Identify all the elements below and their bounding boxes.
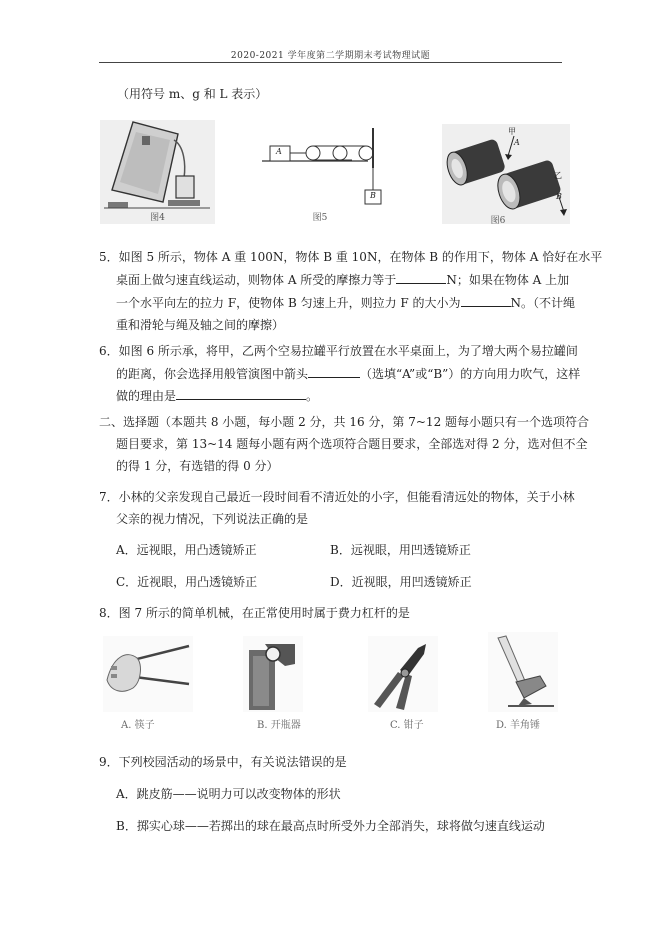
header-divider — [99, 62, 562, 63]
q6-line-3-post: 。 — [306, 389, 319, 403]
section-2-line-1: 二、选择题（本题共 8 小题，每小题 2 分，共 16 分，第 7~12 题每小题只有一个选项符合 — [99, 415, 590, 429]
figure-6-drawing — [442, 124, 570, 224]
chopsticks-icon — [103, 636, 193, 712]
tool-a[interactable] — [103, 636, 203, 734]
q7-line-2: 父亲的视力情况，下列说法正确的是 — [116, 512, 309, 526]
q7-option-b[interactable]: B．远视眼，用凹透镜矫正 — [330, 543, 471, 557]
block-a-label: A — [276, 147, 282, 156]
q5-line-1: 5．如图 5 所示，物体 A 重 100N，物体 B 重 10N，在物体 B 的作用下，物体 A 恰好在水平 — [99, 250, 603, 264]
q6-line-2 — [116, 365, 580, 382]
q7-line-1: 7．小林的父亲发现自己最近一段时间看不清近处的小字，但能看清远处的物体，关于小林 — [99, 490, 575, 504]
tool-a-caption: A. 筷子 — [121, 720, 155, 731]
figure-6 — [442, 124, 570, 224]
q5-line-3-pre: 一个水平向左的拉力 F，使物体 B 匀速上升，则拉力 F 的大小为 — [116, 296, 461, 310]
q5-line-2-pre: 桌面上做匀速直线运动，则物体 A 所受的摩擦力等于 — [116, 273, 397, 287]
can-yi-label: 乙 — [554, 171, 562, 180]
q9-option-a[interactable]: A．跳皮筋——说明力可以改变物体的形状 — [116, 787, 341, 801]
claw-hammer-icon — [488, 632, 558, 712]
q6-line-2-post: （选填“A”或“B”）的方向用力吹气，这样 — [360, 367, 581, 381]
figure-4-caption: 图4 — [150, 213, 165, 223]
q7-option-a[interactable]: A．远视眼，用凸透镜矫正 — [116, 543, 257, 557]
q9-option-b[interactable]: B．掷实心球——若掷出的球在最高点时所受外力全部消失，球将做匀速直线运动 — [116, 819, 545, 833]
q6-answer-blank-2[interactable] — [176, 387, 306, 400]
figure-6-caption: 图6 — [490, 216, 506, 226]
q6-answer-blank-1[interactable] — [308, 365, 360, 378]
figure-5-drawing — [262, 128, 384, 223]
container-grid — [142, 136, 150, 145]
tool-b-caption: B. 开瓶器 — [257, 720, 301, 731]
figure-5 — [262, 128, 384, 223]
tool-d[interactable] — [488, 632, 568, 734]
tool-d-caption: D. 羊角锤 — [496, 720, 541, 731]
figure-5-caption: 图5 — [312, 213, 328, 223]
support-block-left — [108, 202, 128, 208]
pulley-movable — [306, 146, 320, 160]
q5-line-2 — [116, 271, 569, 288]
arrow-a-label: A — [514, 138, 520, 147]
section-2-line-3: 的得 1 分，有选错的得 0 分） — [116, 459, 279, 473]
figure-4-drawing — [100, 120, 215, 224]
q5-line-2-mid: N；如果在物体 A 上加 — [446, 273, 570, 287]
pulley-fixed-mid — [333, 146, 347, 160]
q8-stem: 8．图 7 所示的简单机械，在正常使用时属于费力杠杆的是 — [99, 606, 410, 620]
q6-line-2-pre: 的距离，你会选择用般管演图中箭头 — [116, 367, 309, 381]
support-block-right — [168, 200, 200, 206]
tool-b[interactable] — [243, 636, 313, 734]
beaker — [176, 176, 194, 198]
q5-line-4: 重和滑轮与绳及轴之间的摩擦） — [116, 318, 285, 332]
section-2-line-2: 题目要求，第 13~14 题每小题有两个选项符合题目要求，全部选对得 2 分，选对但不全 — [116, 437, 588, 451]
page-header: 2020-2021 学年度第二学期期末考试物理试题 — [230, 51, 431, 61]
block-b-label: B — [370, 191, 376, 200]
pulley-fixed-edge — [359, 146, 373, 160]
q5-answer-blank-1[interactable] — [396, 271, 446, 284]
bottle-opener-icon — [243, 636, 303, 712]
tool-c[interactable] — [368, 636, 448, 734]
q6-line-3-pre: 做的理由是 — [116, 389, 177, 403]
q5-answer-blank-2[interactable] — [461, 294, 511, 307]
q7-option-c[interactable]: C．近视眼，用凸透镜矫正 — [116, 575, 258, 589]
arrow-b-label: B — [556, 192, 562, 201]
q9-stem: 9．下列校园活动的场景中，有关说法错误的是 — [99, 755, 347, 769]
tool-c-caption: C. 钳子 — [390, 720, 424, 731]
pliers-icon — [368, 636, 438, 712]
q6-line-3 — [116, 387, 318, 404]
q6-line-1: 6．如图 6 所示承，将甲，乙两个空易拉罐平行放置在水平桌面上，为了增大两个易拉罐间 — [99, 344, 578, 358]
figure-4 — [100, 120, 215, 224]
q5-line-3 — [116, 294, 575, 311]
q7-option-d[interactable]: D．近视眼，用凹透镜矫正 — [330, 575, 472, 589]
symbol-note: （用符号 m、g 和 L 表示） — [117, 87, 268, 101]
q5-line-3-post: N。（不计绳 — [510, 296, 576, 310]
can-jia-label: 甲 — [508, 127, 516, 136]
